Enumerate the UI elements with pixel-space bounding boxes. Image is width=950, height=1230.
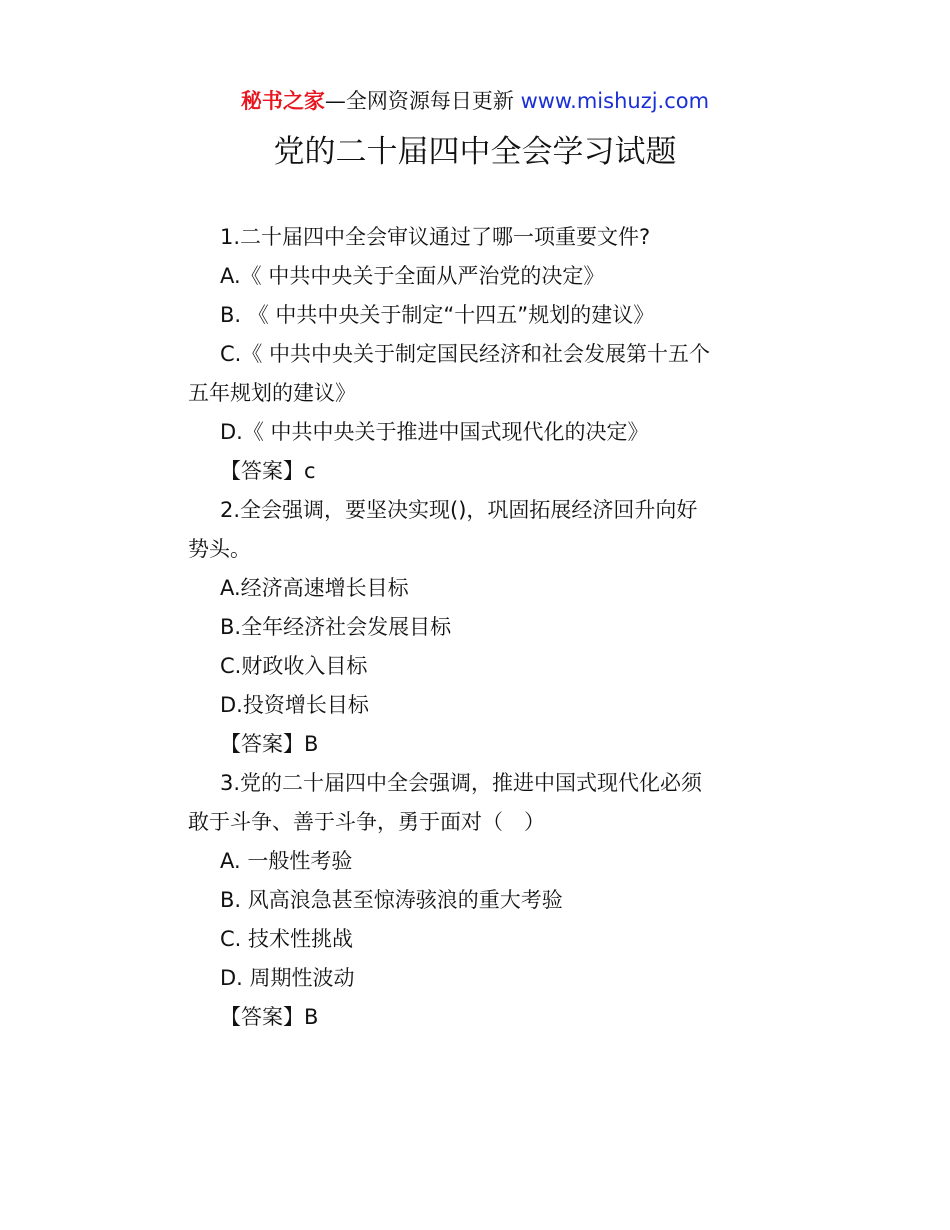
option-a: A. 一般性考验 [220, 849, 353, 873]
option-b: B. 《 中共中央关于制定“十四五”规划的建议》 [220, 303, 655, 327]
site-url-link[interactable]: www.mishuzj.com [520, 89, 710, 113]
option-d: D. 周期性波动 [220, 966, 355, 990]
answer-line: 【答案】c [220, 459, 316, 483]
document-title: 党的二十届四中全会学习试题 [273, 134, 677, 170]
option-b: B.全年经济社会发展目标 [220, 615, 452, 639]
question-stem: 3.党的二十届四中全会强调，推进中国式现代化必须 [220, 771, 703, 795]
option-c: C.《 中共中央关于制定国民经济和社会发展第十五个 [220, 342, 711, 366]
answer-line: 【答案】B [220, 1005, 319, 1029]
question-stem: 1.二十届四中全会审议通过了哪一项重要文件? [220, 225, 651, 249]
option-b: B. 风高浪急甚至惊涛骇浪的重大考验 [220, 888, 563, 912]
option-c: C.财政收入目标 [220, 654, 368, 678]
quiz-body [188, 218, 768, 1037]
option-c: C. 技术性挑战 [220, 927, 354, 951]
option-a: A.经济高速增长目标 [220, 576, 409, 600]
question-2 [188, 491, 768, 764]
site-header [0, 86, 950, 116]
question-3 [188, 764, 768, 1037]
option-d: D.《 中共中央关于推进中国式现代化的决定》 [220, 420, 649, 444]
site-brand: 秘书之家 [240, 89, 325, 113]
question-1 [188, 218, 768, 491]
answer-line: 【答案】B [220, 732, 319, 756]
question-stem: 2.全会强调，要坚决实现()，巩固拓展经济回升向好 [220, 498, 698, 522]
question-stem-continued: 势头。 [188, 537, 251, 561]
question-stem-continued: 敢于斗争、善于斗争，勇于面对（ ） [188, 810, 545, 834]
option-d: D.投资增长目标 [220, 693, 369, 717]
option-c-continued: 五年规划的建议》 [188, 381, 356, 405]
option-a: A.《 中共中央关于全面从严治党的决定》 [220, 264, 605, 288]
site-tagline: —全网资源每日更新 [324, 89, 521, 113]
